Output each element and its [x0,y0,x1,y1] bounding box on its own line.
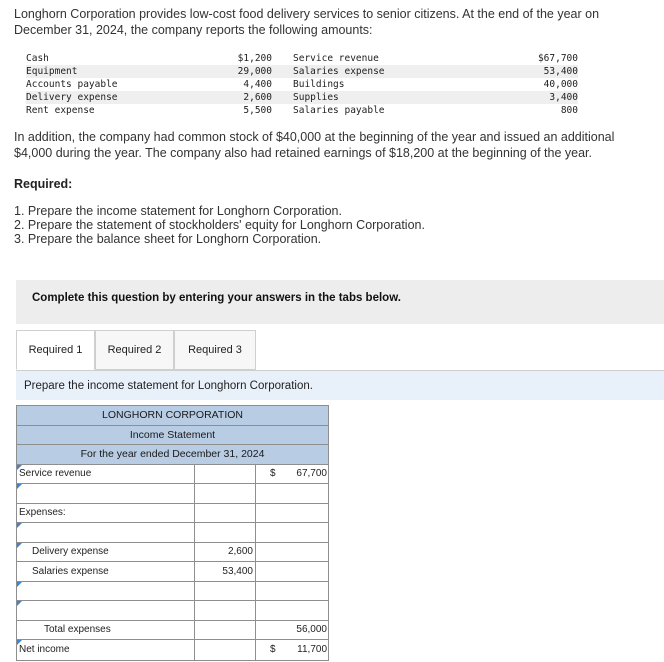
empty-amount-cell [256,504,329,523]
empty-amount-cell[interactable] [195,523,256,542]
empty-label-cell[interactable] [17,601,195,620]
account-amount: $1,200 [237,53,272,64]
empty-amount-cell [195,621,256,640]
empty-amount-cell [256,601,329,620]
empty-amount-cell [195,504,256,523]
delivery-expense-amount[interactable]: 2,600 [195,543,256,562]
account-name: Buildings [293,79,345,90]
tab-required-3[interactable]: Required 3 [174,330,256,370]
statement-title: Income Statement [17,426,328,446]
empty-label-cell[interactable] [17,582,195,601]
account-amount: 2,600 [243,92,272,103]
empty-amount-cell [256,582,329,601]
tab-prompt-text: Prepare the income statement for Longhorn Corporation. [24,380,313,392]
statement-row [17,582,328,602]
problem-intro: Longhorn Corporation provides low-cost food delivery services to senior citizens. At the end of the year on December 31, 2024, the company reports the following amounts: [14,7,600,37]
account-row [26,104,578,117]
statement-company-name: LONGHORN CORPORATION [17,406,328,426]
empty-amount-cell [256,523,329,542]
input-marker-icon [17,465,22,470]
statement-period: For the year ended December 31, 2024 [17,445,328,465]
statement-row [17,601,328,621]
input-marker-icon [17,543,22,548]
statement-row [17,543,328,563]
total-expenses-amount[interactable]: 56,000 [296,624,327,636]
net-income-amount[interactable]: 11,700 [297,644,327,656]
input-marker-icon [17,601,22,606]
amount-cell[interactable] [195,465,256,484]
statement-row [17,465,328,485]
tab-required-2[interactable]: Required 2 [95,330,174,370]
account-name: Equipment [26,66,78,77]
salaries-expense-amount[interactable]: 53,400 [195,562,256,581]
income-statement-worksheet [16,405,329,661]
statement-row [17,640,328,660]
account-name: Supplies [293,92,339,103]
account-name: Rent expense [26,105,95,116]
empty-amount-cell[interactable] [195,582,256,601]
required-heading: Required: [14,177,73,191]
requirement-item: 1. Prepare the income statement for Longhorn Corporation. [14,204,342,218]
account-row [26,52,578,65]
account-name: Cash [26,53,49,64]
currency-symbol: $ [270,468,276,480]
account-amount: 4,400 [243,79,272,90]
net-income-label[interactable]: Net income [17,640,195,660]
account-amount: 40,000 [543,79,578,90]
additional-info: In addition, the company had common stock of $40,000 at the beginning of the year and issued an additional $4,000 during the year. The company also had retained earnings of $18,200 at the beginning of the year. [14,130,615,160]
instructions-banner [16,280,664,324]
account-amount: 29,000 [237,66,272,77]
input-marker-icon [17,582,22,587]
total-expenses-label: Total expenses [17,621,195,640]
account-amount: 3,400 [549,92,578,103]
requirements-list [14,204,425,246]
empty-amount-cell [256,543,329,562]
empty-amount-cell[interactable] [256,484,329,503]
account-name: Salaries expense [293,66,385,77]
input-marker-icon [17,523,22,528]
account-row [26,65,578,78]
input-marker-icon [17,484,22,489]
service-revenue-amount[interactable]: 67,700 [296,468,327,480]
account-name: Delivery expense [26,92,118,103]
empty-amount-cell [195,640,256,660]
account-name: Salaries payable [293,105,385,116]
currency-symbol: $ [270,644,276,656]
statement-row [17,523,328,543]
requirement-item: 3. Prepare the balance sheet for Longhorn Corporation. [14,232,322,246]
account-amount: $67,700 [537,53,578,64]
account-name: Accounts payable [26,79,118,90]
salaries-expense-label[interactable]: Salaries expense [17,562,195,581]
account-row [26,78,578,91]
account-row [26,91,578,104]
empty-amount-cell [256,562,329,581]
account-amount: 5,500 [243,105,272,116]
input-marker-icon [17,640,22,645]
expenses-label: Expenses: [17,504,195,523]
account-amount: 800 [560,105,578,116]
instructions-text: Complete this question by entering your answers in the tabs below. [32,292,401,304]
statement-row [17,504,328,524]
tab-prompt-bar [16,370,664,400]
delivery-expense-label[interactable]: Delivery expense [17,543,195,562]
tab-required-1[interactable]: Required 1 [16,330,95,370]
statement-row [17,562,328,582]
service-revenue-label[interactable]: Service revenue [17,465,195,484]
statement-row [17,621,328,641]
empty-amount-cell[interactable] [195,484,256,503]
account-name: Service revenue [293,53,379,64]
empty-amount-cell[interactable] [195,601,256,620]
statement-row [17,484,328,504]
empty-label-cell[interactable] [17,523,195,542]
requirement-item: 2. Prepare the statement of stockholders' equity for Longhorn Corporation. [14,218,425,232]
account-amount: 53,400 [543,66,578,77]
empty-label-cell[interactable] [17,484,195,503]
